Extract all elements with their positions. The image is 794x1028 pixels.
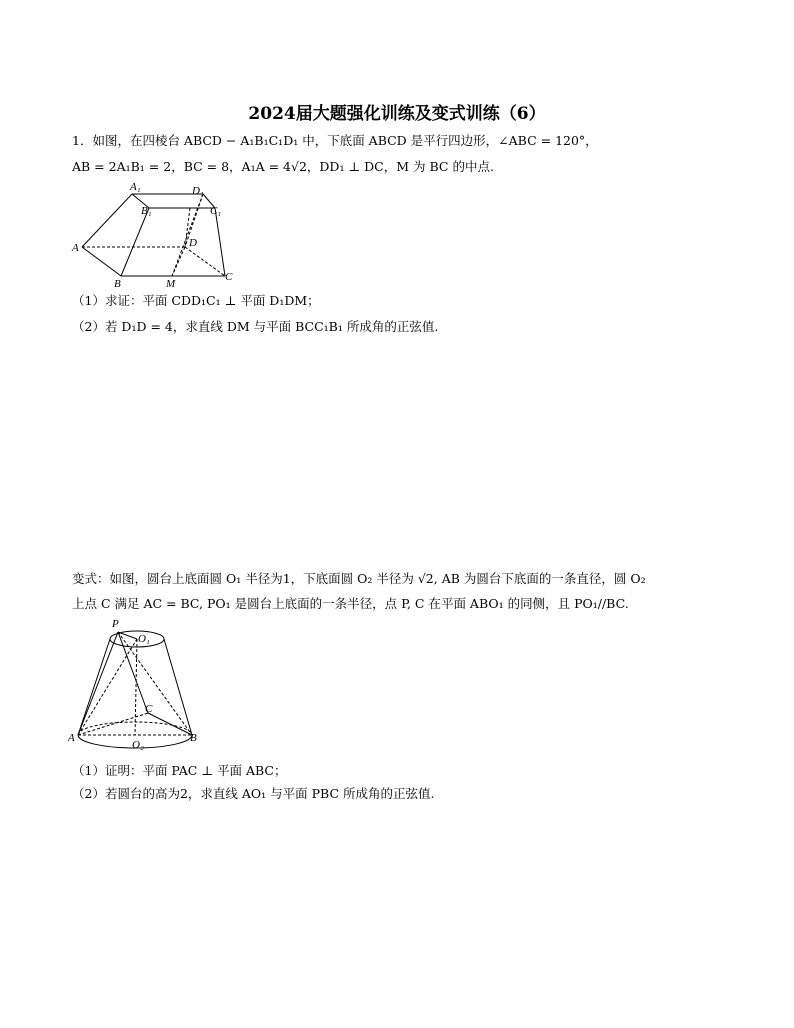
label-B1: B₁ (141, 205, 152, 217)
page-title: 2024届大题强化训练及变式训练（6） (248, 104, 546, 124)
label-C: C (145, 703, 153, 715)
label-O2: O₂ (132, 739, 144, 751)
label-P: P (112, 618, 119, 630)
problem2-question2: （2）若圆台的高为2，求直线 AO₁ 与平面 PBC 所成角的正弦值. (72, 786, 435, 801)
label-B: B (190, 732, 197, 744)
frustum-cone-figure (68, 615, 198, 755)
label-M: M (166, 278, 176, 290)
problem1-question1: （1）求证：平面 CDD₁C₁ ⊥ 平面 D₁DM； (72, 293, 320, 308)
label-D1: D₁ (192, 185, 204, 197)
label-D: D (189, 237, 197, 249)
label-C1: C₁ (210, 205, 222, 217)
label-A: A (68, 732, 75, 744)
problem2-line2: 上点 C 满足 AC = BC, PO₁ 是圆台上底面的一条半径，点 P, C 在平面 ABO₁ 的同侧，且 PO₁//BC. (72, 596, 629, 611)
problem1-line2: AB = 2A₁B₁ = 2，BC = 8，A₁A = 4√2，DD₁ ⊥ DC，M 为 BC 的中点. (72, 159, 494, 174)
label-O1: O₁ (138, 633, 150, 645)
frustum-figure (70, 180, 245, 290)
label-C: C (225, 271, 233, 283)
problem1-question2: （2）若 D₁D = 4，求直线 DM 与平面 BCC₁B₁ 所成角的正弦值. (72, 319, 439, 334)
problem2-line1: 变式：如图，圆台上底面圆 O₁ 半径为1，下底面圆 O₂ 半径为 √2, AB 为圆台下底面的一条直径，圆 O₂ (72, 571, 646, 586)
label-A1: A₁ (130, 181, 141, 193)
problem2-question1: （1）证明：平面 PAC ⊥ 平面 ABC； (72, 763, 287, 778)
label-A: A (72, 242, 79, 254)
label-B: B (114, 278, 121, 290)
problem1-line1: 1．如图，在四棱台 ABCD − A₁B₁C₁D₁ 中，下底面 ABCD 是平行四边形，∠ABC = 120°， (72, 133, 598, 148)
